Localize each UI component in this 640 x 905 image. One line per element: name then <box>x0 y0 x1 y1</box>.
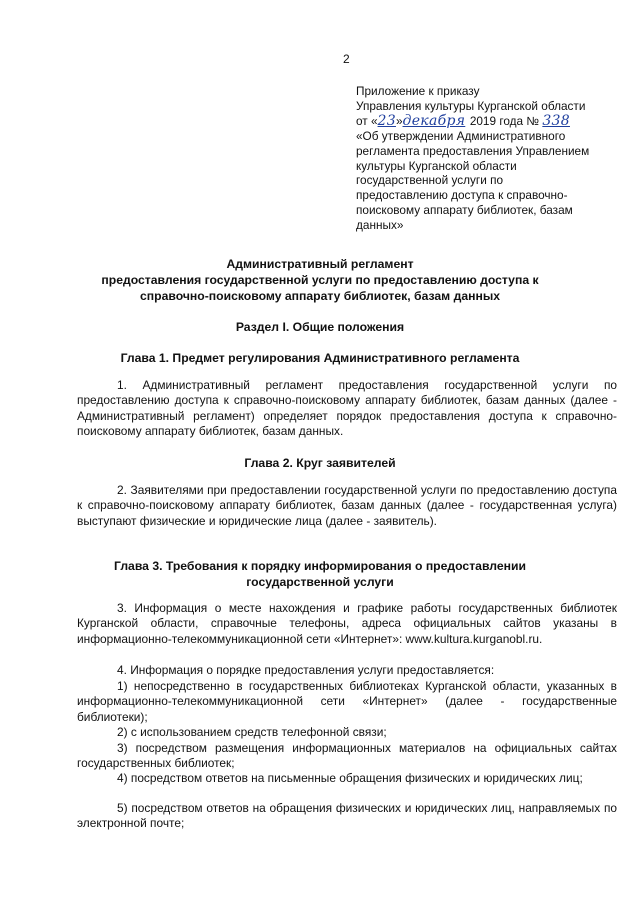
list-item-text: 1) непосредственно в государственных библиотеках Курганской области, указанных в информационно-телекоммуникационной сети «Интернет» (далее - государственные библиотеки); <box>77 679 617 724</box>
paragraph-text: 1. Административный регламент предоставления государственной услуги по предоставлению доступа к справочно-поисковому аппарату библиотек, базам данных (далее - Административный регламент) определяет порядок предоставления доступа к справочно-поисковому аппарату библиотек, базам данных. <box>77 378 617 439</box>
section-heading: Раздел I. Общие положения <box>235 320 405 334</box>
regulation-title: Административный регламент <box>226 257 414 271</box>
paragraph <box>77 378 617 440</box>
appendix-date-line <box>356 114 589 129</box>
list-item <box>77 741 617 772</box>
appendix-line: Приложение к приказу <box>356 84 480 98</box>
paragraph <box>77 663 617 678</box>
date-year: 2019 года № <box>469 113 540 128</box>
paragraph <box>77 601 617 647</box>
appendix-line: культуры Курганской области <box>356 158 517 173</box>
date-mid: » <box>395 113 403 128</box>
list-item-text: 3) посредством размещения информационных материалов на официальных сайтах государственных библиотек; <box>77 741 617 771</box>
regulation-subtitle: предоставления государственной услуги по предоставлению доступа к <box>101 273 539 287</box>
list-item <box>77 771 617 786</box>
paragraph-text: 3. Информация о месте нахождения и графике работы государственных библиотек Курганской области, справочные телефоны, адреса официальных сайтов указаны в информационно-телекоммуникационной сети «Интернет»: www.kultura.kurganobl.ru. <box>77 601 617 646</box>
chapter-heading: Глава 1. Предмет регулирования Административного регламента <box>120 351 520 365</box>
list-item-text: 5) посредством ответов на обращения физических и юридических лиц, направляемых по электронной почте; <box>77 801 617 831</box>
appendix-line: регламента предоставления Управлением <box>356 143 590 158</box>
paragraph-text: 4. Информация о порядке предоставления услуги предоставляется: <box>117 663 495 677</box>
list-item-text: 4) посредством ответов на письменные обращения физических и юридических лиц; <box>117 771 583 785</box>
handwritten-number: 338 <box>542 112 570 129</box>
regulation-subtitle: справочно-поисковому аппарату библиотек, базам данных <box>140 289 500 303</box>
list-item <box>77 679 617 725</box>
chapter-heading: Глава 3. Требования к порядку информирования о предоставлении <box>114 559 526 573</box>
chapter-heading: Глава 2. Круг заявителей <box>244 456 396 470</box>
appendix-line: предоставлению доступа к справочно- <box>356 188 568 203</box>
appendix-line: Управления культуры Курганской области <box>356 98 586 113</box>
list-item <box>77 725 617 740</box>
handwritten-day: 23 <box>377 112 396 129</box>
list-item-text: 2) с использованием средств телефонной связи; <box>117 725 387 739</box>
appendix-block <box>356 84 589 233</box>
paragraph-text: 2. Заявителями при предоставлении государственной услуги по предоставлению доступа к справочно-поисковому аппарату библиотек, базам данных (далее - государственная услуга) выступают физические и юридические лица (далее - заявитель). <box>77 483 617 528</box>
page-number: 2 <box>343 52 350 66</box>
chapter-heading: государственной услуги <box>246 575 394 589</box>
list-item <box>77 801 617 832</box>
paragraph <box>77 483 617 529</box>
handwritten-month: декабря <box>402 112 466 129</box>
appendix-line: поисковому аппарату библиотек, базам <box>356 203 573 218</box>
appendix-line: «Об утверждении Административного <box>356 128 566 143</box>
appendix-line: государственной услуги по <box>356 173 504 188</box>
date-prefix: от « <box>356 113 378 128</box>
appendix-line: данных» <box>356 218 404 233</box>
